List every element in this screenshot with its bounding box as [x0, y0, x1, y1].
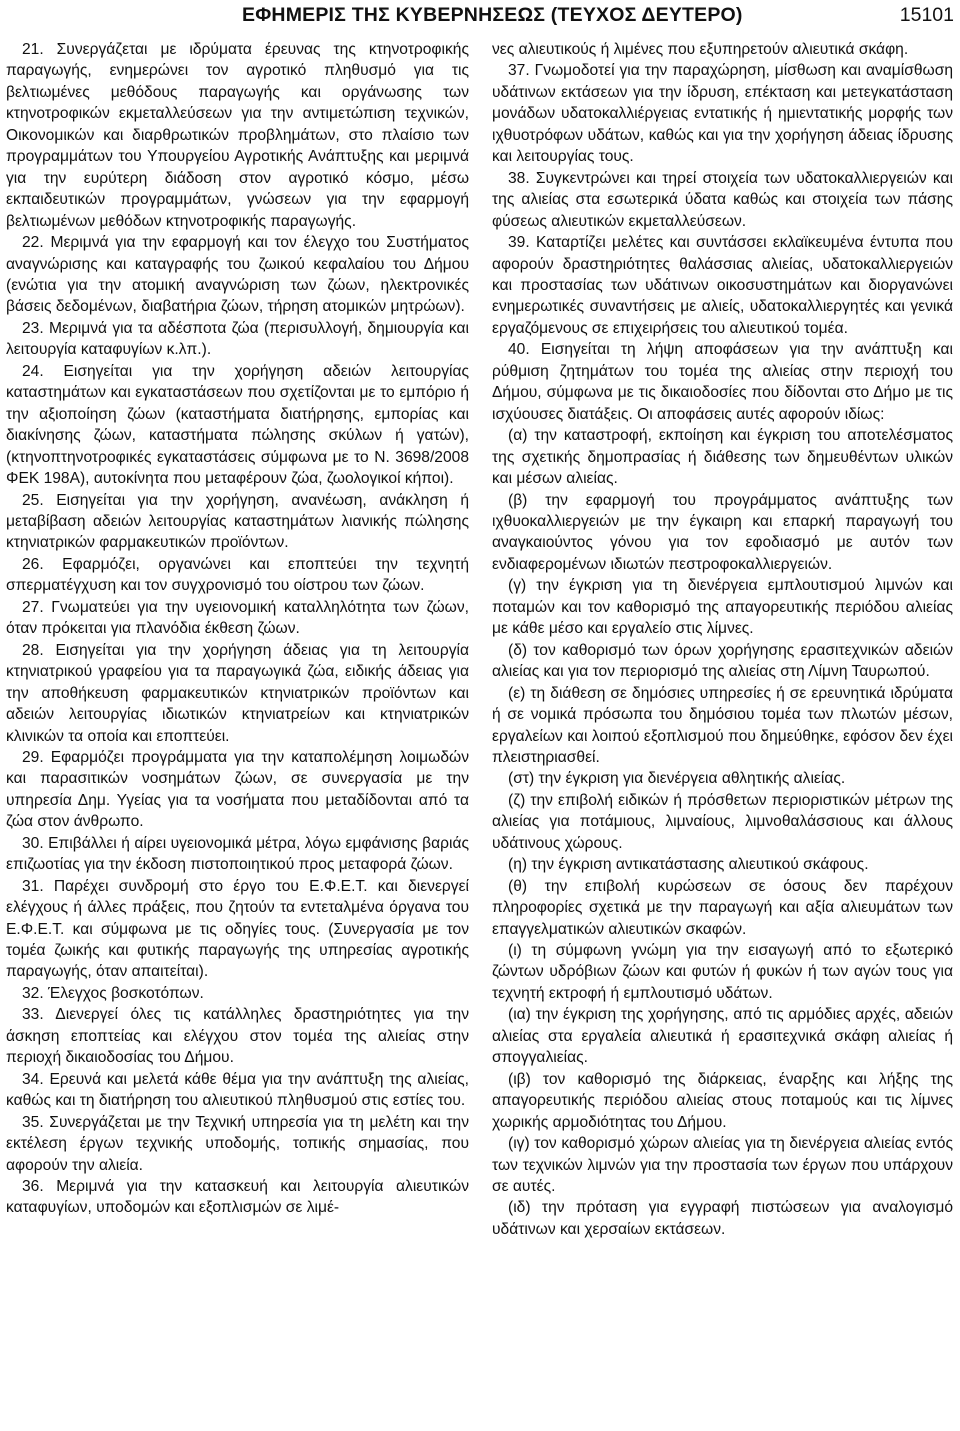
paragraph-21: 21. Συνεργάζεται με ιδρύματα έρευνας της κτηνοτροφικής παραγωγής, ενημερώνει τον αγροτικό πληθυσμό για τις βελτιωμένες μεθόδους παραγωγής και οργάνωσης των κτηνοτροφικών εκμεταλλεύσεων για την αντιμετώπιση τεχνικών, Οικονομικών και διαρθρωτικών προβλημάτων, στο πλαίσιο των προγραμμάτων του Υπουργείου Αγροτικής Ανάπτυξης και μεριμνά για την ευρύτερη διάδοση στον αγροτικό κόσμο, μέσω εκπαιδευτικών προγραμμάτων, γνώσεων για την εφαρμογή βελτιωμένων μεθόδων κτηνοτροφικής παραγωγής. [6, 41, 469, 230]
item-ib: (ιβ) τον καθορισμό της διάρκειας, έναρξης και λήξης της απαγορευτικής περιόδου αλιείας στους ποταμούς και τις λίμνες χωρικής αρμοδιότητας του Δήμου. [492, 1070, 953, 1131]
page-number: 15101 [899, 4, 954, 26]
paragraph-40: 40. Εισηγείται τη λήψη αποφάσεων για την ανάπτυξη και ρύθμιση ζητημάτων του τομέα της αλιείας στην περιοχή του Δήμου, σύμφωνα με τις δικαιοδοσίες που δίδονται στο Δήμο με τις ισχύουσες διατάξεις. Οι αποφάσεις αυτές αφορούν ιδίως: [492, 341, 953, 423]
item-e: (ε) τη διάθεση σε δημόσιες υπηρεσίες ή σε ερευνητικά ιδρύματα ή σε νομικά πρόσωπα του δημόσιου τομέα των πλωτών μέσων, εργαλείων και λοιπού εξοπλισμού που δημεύθηκε, εφόσον δεν έχει πλειστηριασθεί. [492, 684, 953, 766]
item-i: (ι) τη σύμφωνη γνώμη για την εισαγωγή από το εξωτερικό ζώντων υδρόβιων ζώων και φυτών ή φυκών ή των αγών τους για τεχνητή εκτροφή ή εμπλουτισμό υδάτων. [492, 942, 953, 1002]
paragraph-39: 39. Καταρτίζει μελέτες και συντάσσει εκλαϊκευμένα έντυπα που αφορούν δραστηριότητες θαλάσσιας αλιείας, υδατοκαλλιεργειών και προστασίας των υδάτινων οικοσυστημάτων και διοργανώνει ενημερωτικές συναντήσεις με αλιείς, υδατοκαλλιεργητές και γενικά εργαζόμενους σε επιχειρήσεις του αλιευτικού τομέα. [492, 234, 953, 337]
paragraph-22: 22. Μεριμνά για την εφαρμογή και τον έλεγχο του Συστήματος αναγνώρισης και καταγραφής του ζωικού κεφαλαίου του Δήμου (ενώτια για την ατομική αναγνώριση των ζώων, ηλεκτρονικές βάσεις δεδομένων, διαβατήρια ζώων, τήρηση ατομικών μητρώων). [6, 234, 469, 316]
paragraph-23: 23. Μεριμνά για τα αδέσποτα ζώα (περισυλλογή, δημιουργία και λειτουργία καταφυγίων κ.λπ.). [6, 319, 469, 359]
item-ia: (ια) την έγκριση της χορήγησης, από τις αρμόδιες αρχές, αδειών αλιείας στα εργαλεία αλιευτικά ή ερασιτεχνικά σκάφη αλιείας ή σπογγαλιείας. [492, 1006, 953, 1067]
item-d: (δ) τον καθορισμό των όρων χορήγησης ερασιτεχνικών αδειών αλιείας και για τον περιορισμό της αλιείας στη Λίμνη Ταυρωπού. [492, 641, 953, 681]
paragraph-27: 27. Γνωματεύει για την υγειονομική καταλληλότητα των ζώων, όταν πρόκειται για πλανόδια έκθεση ζώων. [6, 598, 469, 638]
paragraph-38: 38. Συγκεντρώνει και τηρεί στοιχεία των υδατοκαλλιεργειών και της αλιείας στα εσωτερικά ύδατα καθώς και στοιχεία των πάσης φύσεως αλιευτικών εκμεταλλεύσεων. [492, 169, 953, 230]
paragraph-37: 37. Γνωμοδοτεί για την παραχώρηση, μίσθωση και αναμίσθωση υδάτινων εκτάσεων για την ίδρυση, επέκταση και μετεγκατάσταση μονάδων υδατοκαλλιέργειας εντατικής ή ημιεντατικής μορφής των ιχθυοτρόφων υδάτων, καθώς και για την χορήγηση άδειας ίδρυσης και λειτουργίας τους. [492, 62, 953, 166]
paragraph-31: 31. Παρέχει συνδρομή στο έργο του Ε.Φ.Ε.Τ. και διενεργεί ελέγχους ή άλλες πράξεις, που ζητούν τα εντεταλμένα όργανα του Ε.Φ.Ε.Τ. και σύμφωνα με τις οδηγίες τους. (Συνεργασία με τον τομέα ζωικής και φυτικής παραγωγής της υπηρεσίας αγροτικής παραγωγής, όταν απαιτείται). [6, 877, 469, 981]
paragraph-32: 32. Έλεγχος βοσκοτόπων. [22, 984, 204, 1002]
paragraph-36-continuation: νες αλιευτικούς ή λιμένες που εξυπηρετούν αλιευτικά σκάφη. [492, 41, 909, 58]
paragraph-26: 26. Εφαρμόζει, οργανώνει και εποπτεύει την τεχνητή σπερματέγχυση και τον συγχρονισμό του οίστρου των ζώων. [6, 555, 469, 595]
paragraph-25: 25. Εισηγείται για την χορήγηση, ανανέωση, ανάκληση ή μεταβίβαση αδειών λειτουργίας καταστημάτων λιανικής πώλησης κτηνιατρικών φαρμακευτικών προϊόντων. [6, 491, 469, 552]
item-a: (α) την καταστροφή, εκποίηση και έγκριση του αποτελέσματος της σχετικής δημοπρασίας ή διάθεσης των δημευθέντων υλικών και μέσων αλιείας. [492, 427, 953, 488]
left-column [6, 39, 469, 1219]
page-header [0, 4, 960, 30]
paragraph-24: 24. Εισηγείται για την χορήγηση αδειών λειτουργίας καταστημάτων και εγκαταστάσεων που σχετίζονται με το εμπόριο ή την αξιοποίηση ζώων (καταστήματα διατήρησης, εμπορίας και διακίνησης ζώων, καταστήματα πώλησης σκύλων ή γατών),(κτηνοπτηνοτροφικές εγκαταστάσεις σύμφωνα με το Ν. 3698/2008 ΦΕΚ 198Α), αυτοκίνητα που μεταφέρουν ζώα, ζωολογικοί κήποι). [6, 362, 469, 488]
paragraph-36: 36. Μεριμνά για την κατασκευή και λειτουργία αλιευτικών καταφυγίων, υποδομών και εξοπλισμών σε λιμέ- [6, 1178, 469, 1217]
paragraph-29: 29. Εφαρμόζει προγράμματα για την καταπολέμηση λοιμωδών και παρασιτικών νοσημάτων ζώων, σε συνεργασία με την υπηρεσία Δημ. Υγείας για τα νοσήματα που μεταδίδονται από τα ζώα στον άνθρωπο. [6, 748, 469, 831]
gazette-title: ΕΦΗΜΕΡΙΣ ΤΗΣ ΚΥΒΕΡΝΗΣΕΩΣ (ΤΕΥΧΟΣ ΔΕΥΤΕΡΟ) [242, 4, 743, 26]
paragraph-30: 30. Επιβάλλει ή αίρει υγειονομικά μέτρα, λόγω εμφάνισης βαριάς επιζωοτίας για την έκδοση πιστοποιητικού προς μεταφορά ζώων. [6, 834, 469, 874]
right-column [492, 39, 953, 1240]
item-h: (η) την έγκριση αντικατάστασης αλιευτικού σκάφους. [508, 856, 869, 874]
item-c: (γ) την έγκριση για τη διενέργεια εμπλουτισμού λιμνών και ποταμών και τον καθορισμό της απαγορευτικής περιόδου αλιείας με κάθε μέσο και εργαλείο στις λίμνες. [492, 577, 953, 638]
paragraph-33: 33. Διενεργεί όλες τις κατάλληλες δραστηριότητες για την άσκηση εποπτείας και ελέγχου στον τομέα της αλιείας στην περιοχή δικαιοδοσίας του Δήμου. [6, 1006, 469, 1067]
item-st: (στ) την έγκριση για διενέργεια αθλητικής αλιείας. [508, 770, 846, 788]
item-z: (ζ) την επιβολή ειδικών ή πρόσθετων περιοριστικών μέτρων της αλιείας για ποτάμιους, λιμναίους, λιμνοθαλάσσιους και άλλους υδάτινους χώρους. [492, 791, 953, 852]
item-th: (θ) την επιβολή κυρώσεων σε όσους δεν παρέχουν πληροφορίες σχετικά με την παραγωγή και αξία αλιευμάτων των επαγγελματικών αλιευτικών σκαφών. [492, 877, 953, 938]
paragraph-28: 28. Εισηγείται για την χορήγηση άδειας για τη λειτουργία κτηνιατρικού γραφείου για τα παραγωγικά ζώα, ειδικής άδειας για την αποθήκευση φαρμακευτικών κτηνιατρικών προϊόντων και αδειών λειτουργίας ιδιωτικών κτηνιατρείων και κτηνιατρικών κλινικών τα οποία και εποπτεύει. [6, 641, 469, 745]
item-ig: (ιγ) τον καθορισμό χώρων αλιείας για τη διενέργεια αλιείας εντός των τεχνικών λιμνών για την προστασία των έργων που υπάρχουν σε αυτές. [492, 1135, 953, 1196]
paragraph-35: 35. Συνεργάζεται με την Τεχνική υπηρεσία για τη μελέτη και την εκτέλεση έργων τεχνικής υποδομής, τοπικής σημασίας, που αφορούν την αλιεία. [6, 1113, 469, 1174]
item-id: (ιδ) την πρόταση για εγγραφή πιστώσεων για αναλογισμό υδάτινων και χερσαίων εκτάσεων. [492, 1199, 953, 1238]
item-b: (β) την εφαρμογή του προγράμματος ανάπτυξης των ιχθυοκαλλιεργειών με την έγκαιρη και επαρκή παραγωγή του αναγκαιούντος γόνου για τον εφοδιασμό με αυτόν των ενδιαφερομένων ιδιωτών πεστροφοκαλλιεργειών. [492, 491, 953, 573]
paragraph-34: 34. Ερευνά και μελετά κάθε θέμα για την ανάπτυξη της αλιείας, καθώς και τη διατήρηση του αλιευτικού πληθυσμού στις εστίες του. [6, 1070, 469, 1110]
